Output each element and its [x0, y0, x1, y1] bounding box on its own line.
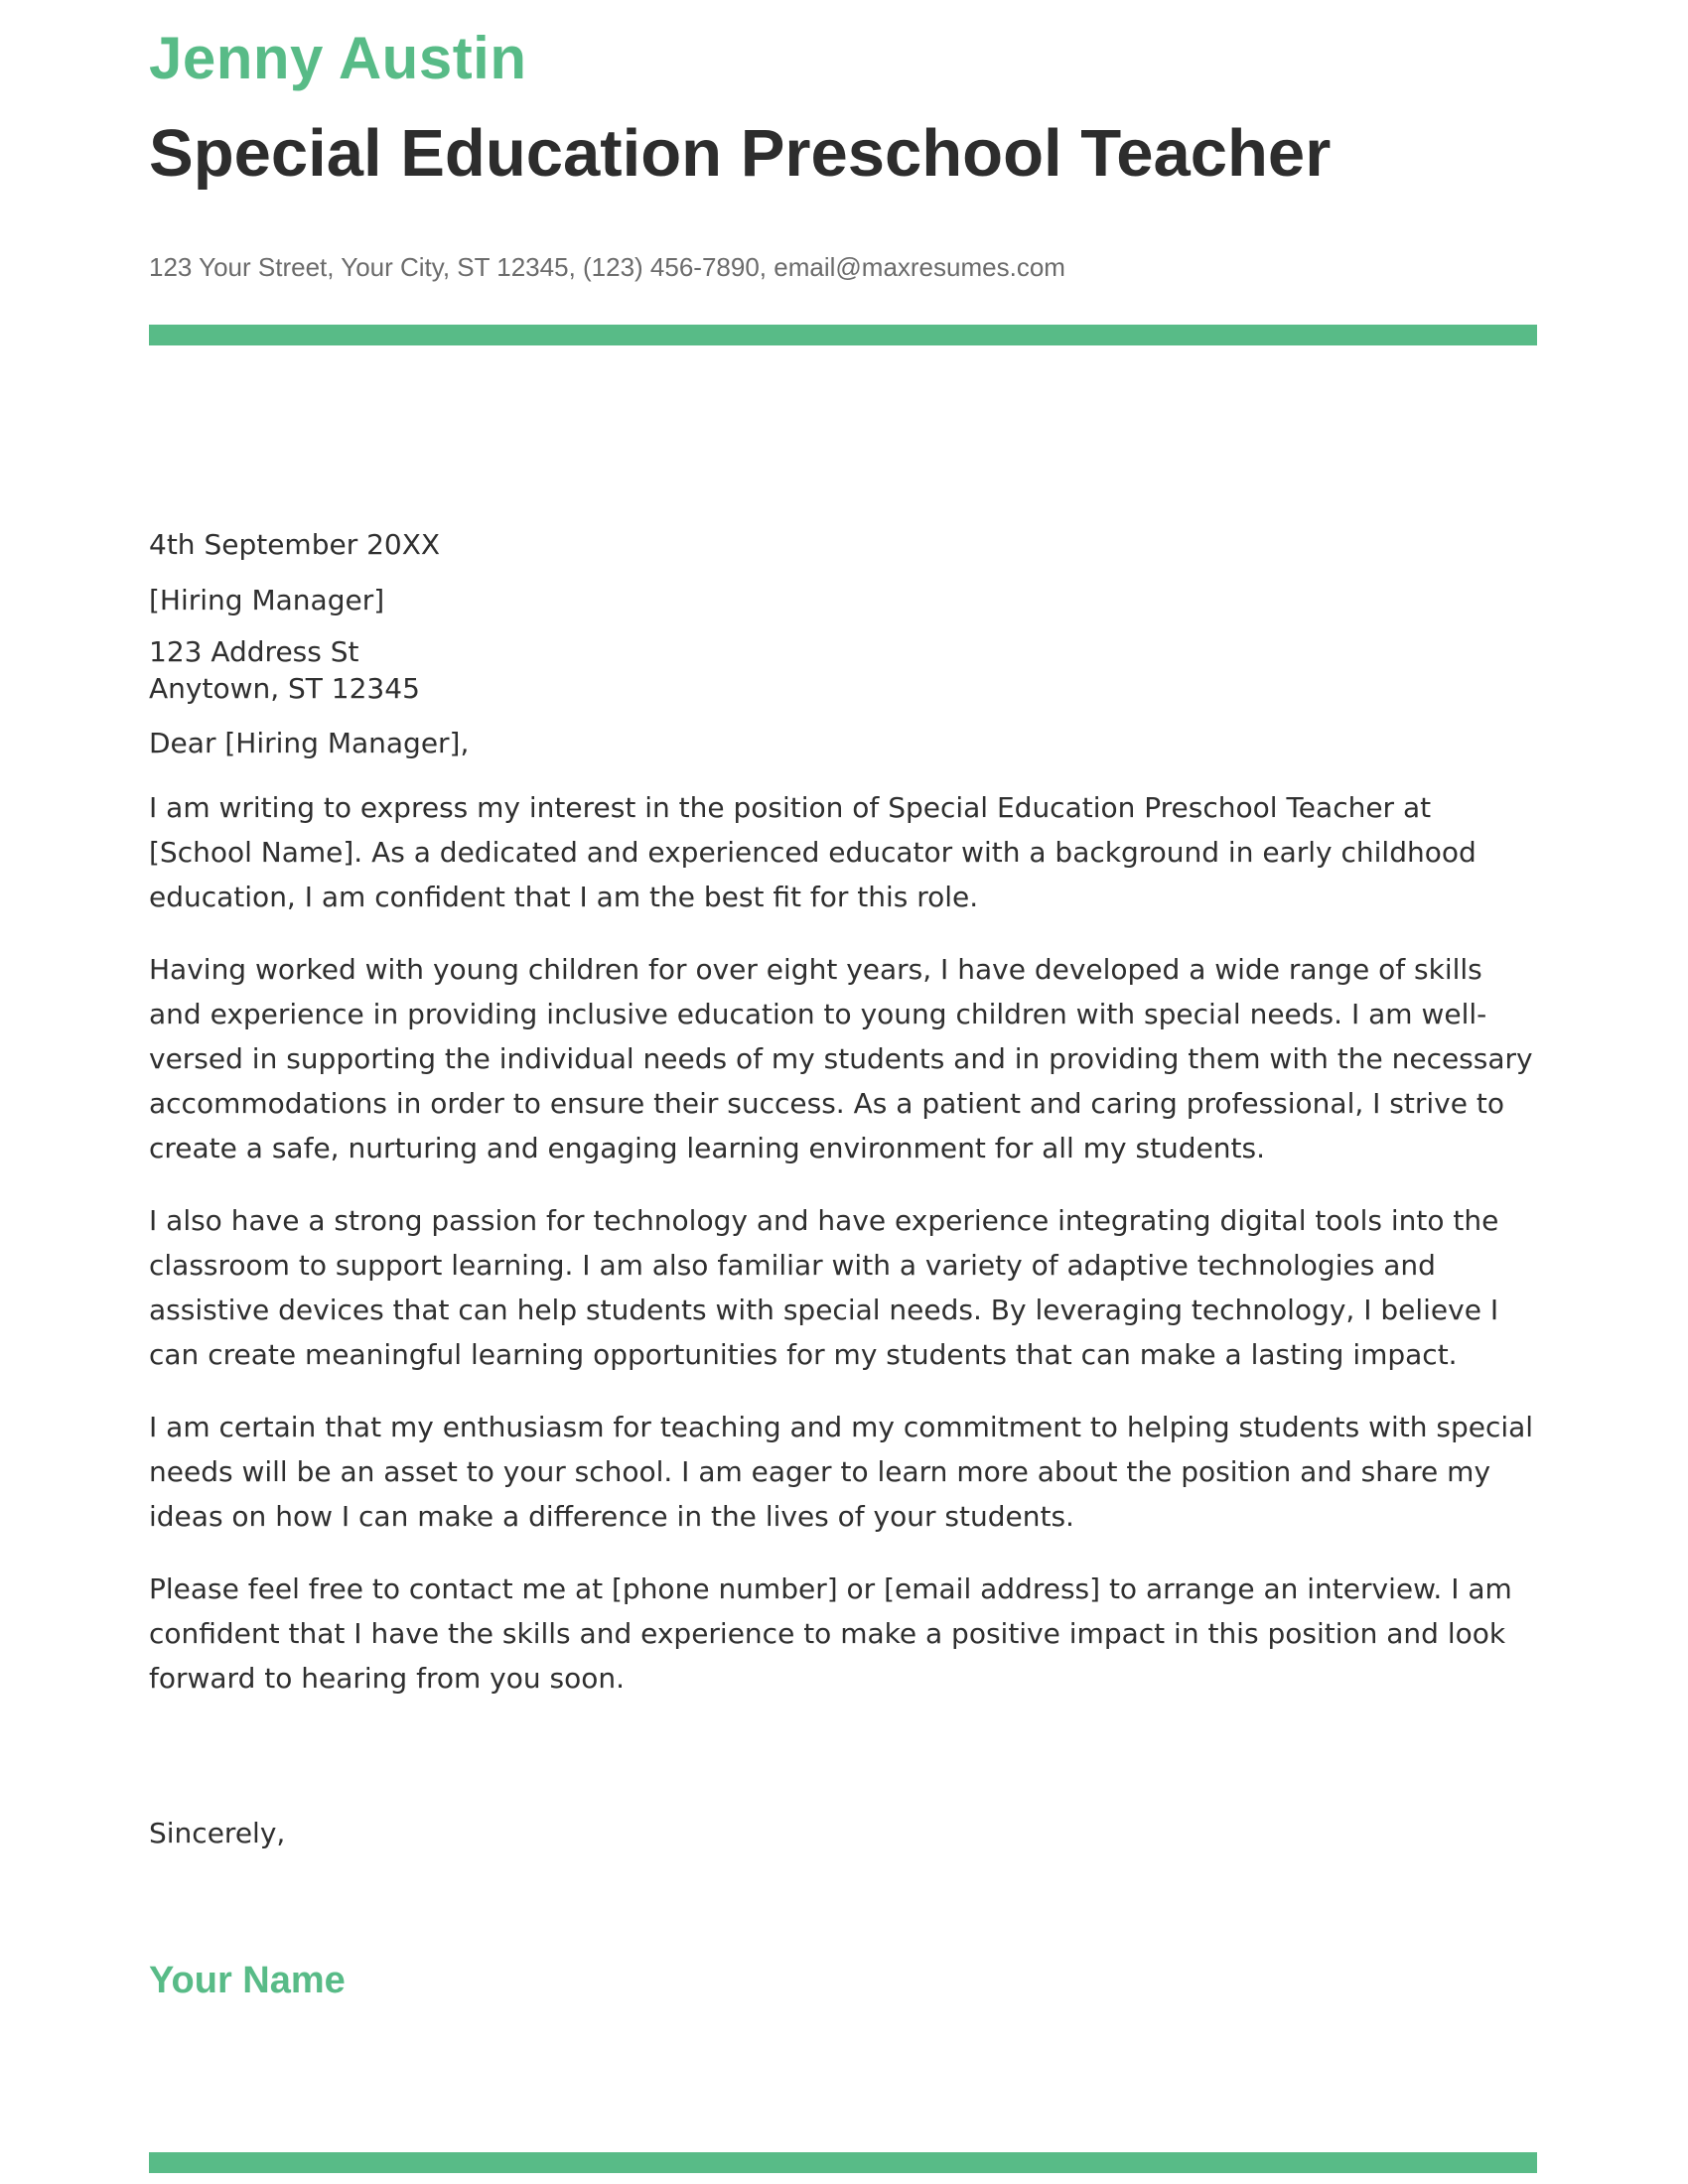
letter-body — [149, 522, 1537, 1728]
header-divider — [149, 325, 1537, 345]
paragraph-3: I also have a strong passion for technology and have experience integrating digital tools into the classroom to support learning. I am also familiar with a variety of adaptive technologies and assistive devices that can help students with special needs. By leveraging technology, I believe I can create meaningful learning opportunities for my students that can make a lasting impact. — [149, 1204, 1499, 1371]
paragraph-5: Please feel free to contact me at [phone number] or [email address] to arrange an interview. I am confident that I have the skills and experience to make a positive impact in this position and look forward to hearing from you soon. — [149, 1572, 1512, 1695]
recipient-address — [149, 633, 1537, 707]
job-title: Special Education Preschool Teacher — [149, 116, 1332, 191]
applicant-name: Jenny Austin — [149, 25, 527, 91]
cover-letter-page — [149, 0, 1537, 2184]
address-line-2: Anytown, ST 12345 — [149, 672, 420, 705]
paragraph-4: I am certain that my enthusiasm for teaching and my commitment to helping students with special needs will be an asset to your school. I am eager to learn more about the position and share my ideas on how I can make a difference in the lives of your students. — [149, 1411, 1534, 1533]
closing: Sincerely, — [149, 1817, 286, 1849]
salutation: Dear [Hiring Manager], — [149, 727, 470, 759]
paragraph-1: I am writing to express my interest in the position of Special Education Preschool Teacher at [School Name]. As a dedicated and experienced educator with a background in early childhood education, I am confident that I am the best fit for this role. — [149, 791, 1477, 913]
letter-date: 4th September 20XX — [149, 528, 441, 561]
recipient-name: [Hiring Manager] — [149, 584, 385, 616]
footer-divider — [149, 2152, 1537, 2173]
contact-info: 123 Your Street, Your City, ST 12345, (123) 456-7890, email@maxresumes.com — [149, 252, 1065, 282]
paragraph-2: Having worked with young children for over eight years, I have developed a wide range of skills and experience in providing inclusive education to young children with special needs. I am well- versed in supporting the individual needs of my students and in providing them with the necessary accommodations in order to ensure their success. As a patient and caring professional, I strive to create a safe, nurturing and engaging learning environment for all my students. — [149, 953, 1533, 1164]
signature-name: Your Name — [149, 1960, 346, 2001]
address-line-1: 123 Address St — [149, 635, 359, 668]
